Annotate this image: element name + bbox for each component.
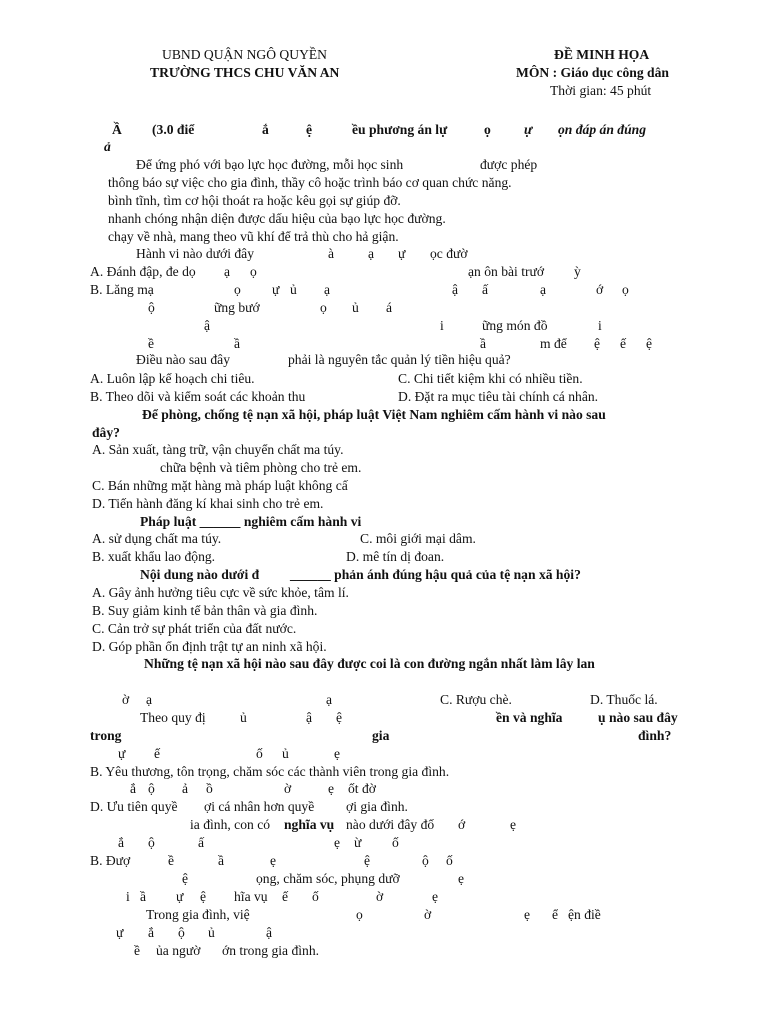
text-line: Để ứng phó với bạo lực học đường, mỗi học sinh <box>136 157 404 172</box>
text-line: ắ <box>130 781 137 796</box>
text-line: ự <box>116 925 124 940</box>
text-line: D. Ưu tiên quyề <box>90 799 178 814</box>
text-line: B. Yêu thương, tôn trọng, chăm sóc các thành viên trong gia đình. <box>90 764 450 779</box>
text-line: D. Thuốc lá. <box>590 692 658 707</box>
text-line: ộ <box>178 925 185 940</box>
text-line: C. môi giới mại dâm. <box>360 531 476 546</box>
text-line: ố <box>256 746 263 761</box>
text-line: ộ <box>148 781 155 796</box>
text-line: ả <box>182 781 189 796</box>
text-line: ả <box>104 139 111 154</box>
text-line: C. Cản trở sự phát triển của đất nước. <box>92 621 297 636</box>
text-line: ụ nào sau đây <box>598 710 678 725</box>
text-line: ỳ <box>574 264 581 279</box>
text-line: ộ <box>148 835 155 850</box>
text-line: ự <box>524 122 533 137</box>
text-line: ầ <box>234 336 241 351</box>
text-line: ậ <box>306 710 313 725</box>
text-line: Hành vi nào dưới đây <box>136 246 254 261</box>
text-line: hĩa vụ <box>234 889 268 904</box>
text-line: ẹ <box>524 907 531 922</box>
text-line: ện điề <box>568 907 601 922</box>
text-line: ọng, chăm sóc, phụng dưỡ <box>256 871 400 886</box>
text-line: ệ <box>182 871 189 886</box>
text-line: ủ <box>240 710 247 725</box>
text-line: ẹ <box>270 853 277 868</box>
text-line: nhanh chóng nhận diện được dấu hiệu của bạo lực học đường. <box>108 211 446 226</box>
text-line: à <box>328 246 335 261</box>
text-line: D. mê tín dị đoan. <box>346 549 445 564</box>
text-line: ững bướ <box>214 300 260 315</box>
text-line: Nội dung nào dưới đ <box>140 567 260 582</box>
text-line: Ầ <box>112 122 122 137</box>
text-line: ớn trong gia đình. <box>222 943 320 958</box>
text-line: gia <box>372 728 390 743</box>
text-line: ớ <box>596 282 604 297</box>
text-line: D. Tiến hành đăng kí khai sinh cho trẻ em. <box>92 496 324 511</box>
text-line: ạ <box>146 692 153 707</box>
text-line: ẹ <box>328 781 335 796</box>
text-line: ia đình, con có <box>190 817 271 832</box>
text-line: đây? <box>92 425 120 440</box>
text-line: A. sử dụng chất ma túy. <box>92 531 222 546</box>
text-line: ọc đườ <box>430 246 468 261</box>
text-line: A. Gây ảnh hưởng tiêu cực về sức khỏe, tâm lí. <box>92 585 349 600</box>
text-line: ủa ngườ <box>156 943 201 958</box>
text-line: i <box>598 318 602 333</box>
text-line: B. Suy giảm kinh tế bản thân và gia đình. <box>92 603 318 618</box>
text-line: bình tĩnh, tìm cơ hội thoát ra hoặc kêu gọi sự giúp đỡ. <box>108 193 401 208</box>
text-line: ế <box>154 746 161 761</box>
text-line: ệ <box>336 710 343 725</box>
text-line: chạy về nhà, mang theo vũ khí để trả thù cho hả giận. <box>108 229 399 244</box>
text-line: Điều nào sau đây <box>136 352 230 367</box>
header-duration: Thời gian: 45 phút <box>550 83 652 98</box>
text-line: ờ <box>122 692 130 707</box>
text-line: Trong gia đình, việ <box>146 907 250 922</box>
header-district: UBND QUẬN NGÔ QUYỀN <box>162 47 328 62</box>
header-exam-title: ĐỀ MINH HỌA <box>554 47 650 62</box>
text-line: thông báo sự việc cho gia đình, thầy cô hoặc trình báo cơ quan chức năng. <box>108 175 512 190</box>
text-line: ự <box>176 889 184 904</box>
text-line: ủ <box>352 300 359 315</box>
text-line: ều phương án lự <box>352 122 448 137</box>
text-line: ệ <box>306 122 313 137</box>
text-line: ề <box>148 336 155 351</box>
text-line: ự <box>118 746 126 761</box>
text-line: ầ <box>480 336 487 351</box>
text-line: ắ <box>262 122 269 137</box>
text-line: ạ <box>224 264 231 279</box>
text-line: B. Đượ <box>90 853 131 868</box>
text-line: A. Sản xuất, tàng trữ, vận chuyển chất ma túy. <box>92 442 344 457</box>
text-line: ọn đáp án đúng <box>558 122 647 137</box>
text-line: ủ <box>290 282 297 297</box>
text-line: ọ <box>250 264 257 279</box>
text-line: ọ <box>622 282 629 297</box>
text-line: ề <box>168 853 175 868</box>
text-line: ệ <box>646 336 653 351</box>
text-line: ố <box>392 835 399 850</box>
text-line: ậ <box>204 318 211 333</box>
text-line: ạ <box>540 282 547 297</box>
text-line: i <box>126 889 130 904</box>
text-line: B. xuất khẩu lao động. <box>92 549 216 564</box>
text-line: ạ <box>324 282 331 297</box>
text-line: ế <box>620 336 627 351</box>
text-line: D. Đặt ra mục tiêu tài chính cá nhân. <box>398 389 599 404</box>
text-line: ộ <box>422 853 429 868</box>
text-line: ề <box>134 943 141 958</box>
text-line: ắ <box>118 835 125 850</box>
text-line: Để phòng, chống tệ nạn xã hội, pháp luật Việt Nam nghiêm cấm hành vi nào sau <box>142 407 606 422</box>
text-line: ộ <box>148 300 155 315</box>
text-line: ọ <box>484 122 491 137</box>
text-line: A. Đánh đập, đe dọ <box>90 264 196 279</box>
text-line: ậ <box>266 925 273 940</box>
text-line: ọ <box>320 300 327 315</box>
text-line: ọ <box>234 282 241 297</box>
text-line: C. Chi tiết kiệm khi có nhiều tiền. <box>398 371 583 386</box>
text-line: ạ <box>368 246 375 261</box>
text-line: ủ <box>208 925 215 940</box>
text-line: ẹ <box>334 746 341 761</box>
text-line: ẹ <box>458 871 465 886</box>
text-line: ền và nghĩa <box>496 710 563 725</box>
text-line: ự <box>272 282 280 297</box>
text-line: Những tệ nạn xã hội nào sau đây được coi là con đường ngắn nhất làm lây lan <box>144 656 595 671</box>
text-line: ẹ <box>432 889 439 904</box>
text-line: B. Lăng mạ <box>90 282 154 297</box>
text-line: Pháp luật ______ nghiêm cấm hành vi <box>140 514 362 529</box>
text-line: (3.0 điể <box>152 122 195 137</box>
text-line: á <box>386 300 393 315</box>
text-line: Theo quy đị <box>140 710 206 725</box>
text-line: C. Rượu chè. <box>440 692 512 707</box>
text-line: ầ <box>218 853 225 868</box>
text-line: ệ <box>364 853 371 868</box>
text-line: nghĩa vụ <box>284 817 335 832</box>
text-line: m để <box>540 336 567 351</box>
text-line: ững món đồ <box>482 318 548 333</box>
text-line: ế <box>282 889 289 904</box>
text-line: đình? <box>638 728 672 743</box>
text-line: D. Góp phần ổn định trật tự an ninh xã hội. <box>92 639 327 654</box>
text-line: ạ <box>326 692 333 707</box>
text-line: được phép <box>480 157 538 172</box>
text-line: ẹ <box>510 817 517 832</box>
text-line: ố <box>312 889 319 904</box>
text-line: ạn ôn bài trướ <box>468 264 545 279</box>
text-line: ờ <box>376 889 384 904</box>
text-line: B. Theo dõi và kiểm soát các khoản thu <box>90 389 306 404</box>
text-line: ờ <box>284 781 292 796</box>
text-line: ờ <box>424 907 432 922</box>
text-line: ể <box>552 907 559 922</box>
text-line: ắ <box>148 925 155 940</box>
text-line: ầ <box>140 889 147 904</box>
text-line: ấ <box>198 835 205 850</box>
text-line: phải là nguyên tắc quản lý tiền hiệu quả? <box>288 352 511 367</box>
text-line: ấ <box>482 282 489 297</box>
text-line: ố <box>446 853 453 868</box>
text-line: ậ <box>452 282 459 297</box>
text-line: ẹ <box>334 835 341 850</box>
text-line: ______ phản ánh đúng hậu quả của tệ nạn xã hội? <box>290 567 581 582</box>
text-line: C. Bán những mặt hàng mà pháp luật không cấ <box>92 478 348 493</box>
text-line: trong <box>90 728 122 743</box>
text-line: ợi cá nhân hơn quyề <box>204 799 315 814</box>
text-line: ủ <box>282 746 289 761</box>
text-line: ệ <box>594 336 601 351</box>
text-line: nào dưới đây đố <box>346 817 435 832</box>
text-line: ự <box>398 246 406 261</box>
text-line: ồ <box>206 781 213 796</box>
text-line: chữa bệnh và tiêm phòng cho trẻ em. <box>160 460 362 475</box>
text-line: ừ <box>354 835 362 850</box>
text-line: A. Luôn lập kế hoạch chi tiêu. <box>90 371 255 386</box>
text-line: i <box>440 318 444 333</box>
text-line: ớ <box>458 817 466 832</box>
text-line: ệ <box>200 889 207 904</box>
text-line: ọ <box>356 907 363 922</box>
text-line: ợi gia đình. <box>346 799 408 814</box>
header-school: TRƯỜNG THCS CHU VĂN AN <box>150 65 340 80</box>
text-line: ốt đờ <box>348 781 376 796</box>
header-subject: MÔN : Giáo dục công dân <box>516 65 669 80</box>
